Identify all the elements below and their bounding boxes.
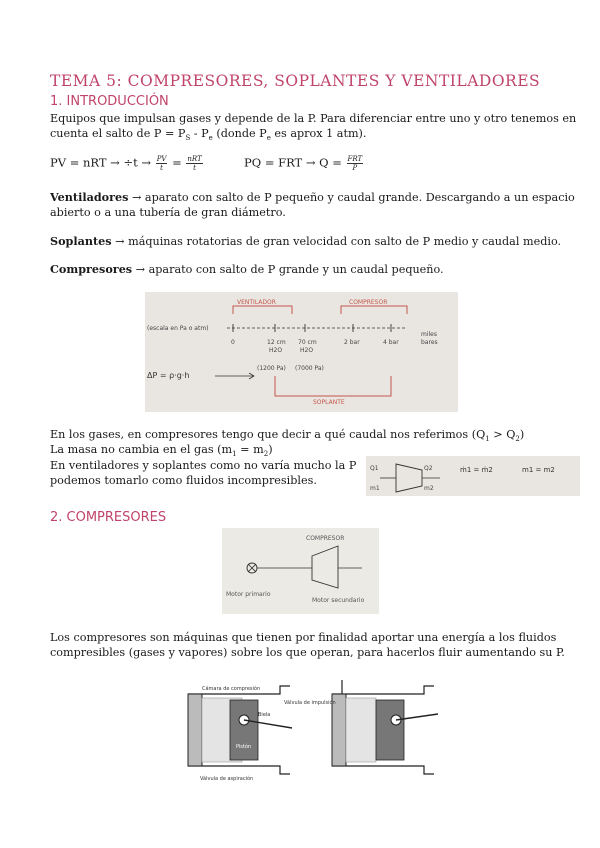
gases-line-1: En los gases, en compresores tengo que decir a qué caudal nos referimos $(Q_1 > Q_2)$	[50, 428, 525, 444]
tick-70cm: 70 cm	[298, 339, 317, 346]
tick-12cm-unit: H2O	[269, 347, 283, 354]
label-piston: Pistón	[236, 744, 252, 750]
compressor-motor-sketch	[222, 528, 379, 614]
tick-70cm-unit: H2O	[300, 347, 314, 354]
section-heading-compresores: 2. COMPRESORES	[50, 510, 167, 525]
intro-line-1: Equipos que impulsan gases y depende de la P. Para diferenciar entre uno y otro tenemos en	[50, 112, 577, 125]
sketch-formula: ΔP = ρ·g·h	[147, 371, 190, 380]
compressor-motor-drawing	[222, 528, 379, 614]
page-title: TEMA 5: COMPRESORES, SOPLANTES Y VENTILADORES	[50, 72, 541, 90]
label-valvula-impulsion: Válvula de impulsión	[284, 700, 336, 706]
definition-ventiladores-cont: abierto o a una tubería de gran diámetro.	[50, 206, 286, 219]
tick-4bar: 4 bar	[383, 339, 399, 346]
pressure-scale-drawing	[145, 292, 458, 412]
piston-compressor-drawing	[172, 680, 448, 784]
formula-pv: PV = nRT → ÷t → $\frac{PV}{t}$ = $\frac{\text{nRT}}{t}$	[50, 155, 202, 172]
label-q2: Q2	[424, 465, 433, 472]
label-valvula-aspiracion: Válvula de aspiración	[200, 776, 254, 782]
label-biela: Biela	[258, 712, 271, 718]
section-heading-introduccion: 1. INTRODUCCIÓN	[50, 94, 169, 109]
tick-miles: miles	[421, 331, 437, 338]
label-compresor-sketch: COMPRESOR	[306, 535, 345, 542]
compresores-para-line-2: compresibles (gases y vapores) sobre los que operan, para hacerlos fluir aumentando su P.	[50, 646, 565, 659]
label-soplante: SOPLANTE	[313, 399, 345, 406]
equation-m: m1 = m2	[522, 466, 555, 474]
label-m1: m1	[370, 485, 380, 492]
label-motor-primario: Motor primario	[226, 591, 271, 598]
definition-ventiladores: Ventiladores → aparato con salto de P pequeño y caudal grande. Descargando a un espacio	[50, 190, 575, 204]
piston-compressor-figure	[172, 680, 448, 784]
gases-line-3: En ventiladores y soplantes como no varía mucho la P	[50, 459, 357, 472]
label-compresor: COMPRESOR	[349, 299, 388, 306]
definition-compresores: Compresores → aparato con salto de P grande y un caudal pequeño.	[50, 262, 444, 276]
label-motor-secundario: Motor secundario	[312, 597, 365, 604]
label-ventilador: VENTILADOR	[237, 299, 276, 306]
label-m2: m2	[424, 485, 434, 492]
gases-line-4: podemos tomarlo como fluidos incompresibles.	[50, 474, 317, 487]
gases-line-2: La masa no cambia en el gas $(m_1 = m_2)$	[50, 443, 273, 459]
label-q1: Q1	[370, 465, 379, 472]
compresores-para-line-1: Los compresores son máquinas que tienen por finalidad aportar una energía a los fluidos	[50, 631, 557, 644]
paren-7000: (7000 Pa)	[295, 365, 324, 372]
tick-0: 0	[231, 339, 235, 346]
intro-line-2: cuenta el salto de $P = P_S - P_e$ (donde $P_e$ es aprox 1 atm).	[50, 127, 367, 143]
tick-2bar: 2 bar	[344, 339, 360, 346]
mass-balance-sketch	[366, 456, 580, 496]
mass-balance-drawing	[366, 456, 580, 496]
equation-mdot: ṁ1 = ṁ2	[460, 466, 493, 474]
pressure-scale-sketch	[145, 292, 458, 412]
label-camara-compresion: Cámara de compresión	[202, 686, 261, 692]
label-scale-left: (escala en Pa o atm)	[147, 325, 209, 332]
paren-1200: (1200 Pa)	[257, 365, 286, 372]
formula-pq: PQ = FRT → Q = $\frac{\text{FRT}}{P}$	[244, 155, 363, 172]
definition-soplantes: Soplantes → máquinas rotatorias de gran velocidad con salto de P medio y caudal medio.	[50, 234, 562, 248]
tick-miles-unit: bares	[421, 339, 438, 346]
tick-12cm: 12 cm	[267, 339, 286, 346]
